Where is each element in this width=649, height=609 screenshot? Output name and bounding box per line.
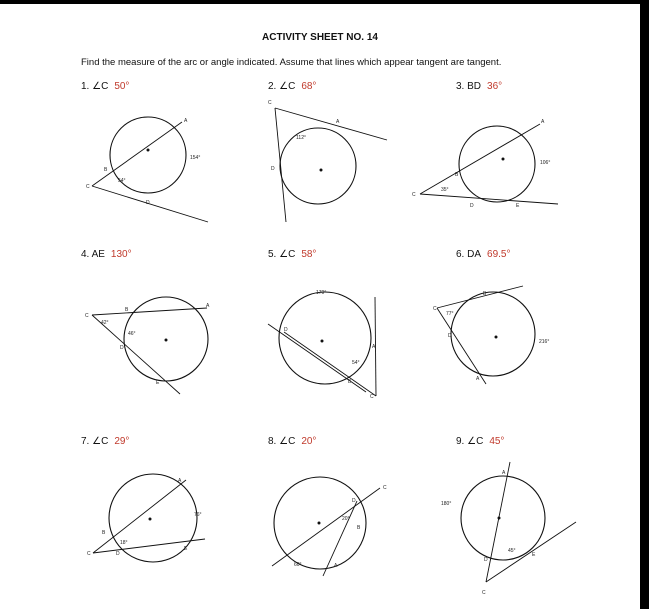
label-A: A	[541, 119, 545, 125]
tangent-line-1	[275, 108, 286, 222]
center-point	[502, 158, 505, 161]
center-point	[149, 518, 152, 521]
figure-9	[441, 462, 576, 596]
label-A: A	[334, 563, 338, 569]
sheet-title: ACTIVITY SHEET NO. 14	[262, 32, 378, 43]
secant-line-2	[420, 194, 558, 204]
label-C: C	[433, 306, 437, 312]
label-C: C	[370, 394, 374, 400]
arc-label: 154°	[190, 155, 201, 161]
figure-4	[85, 297, 210, 394]
center-point	[498, 517, 501, 520]
worksheet-page	[0, 4, 640, 609]
secant-line-2	[93, 539, 205, 553]
angle-label: 54°	[118, 178, 126, 184]
problem-8-question: 8. ∠C	[268, 436, 296, 447]
secant-line-2	[92, 315, 180, 394]
label-C: C	[85, 313, 89, 319]
problem-9-question: 9. ∠C	[456, 436, 484, 447]
label-D: D	[120, 345, 124, 351]
arc1-label: 180°	[441, 501, 452, 507]
problem-2-question: 2. ∠C	[268, 81, 296, 92]
figure-8	[272, 477, 387, 576]
label-A: A	[178, 478, 182, 484]
label-C: C	[482, 590, 486, 596]
problem-4-answer: 130°	[110, 249, 132, 260]
label-D: D	[116, 551, 120, 557]
problem-4-question: 4. AE	[81, 249, 105, 260]
figure-2	[268, 100, 387, 222]
label-E: E	[156, 380, 160, 386]
label-B: B	[357, 525, 361, 531]
angle-label: 42°	[101, 320, 109, 326]
label-D: D	[271, 166, 275, 172]
label-B: B	[125, 307, 129, 313]
label-A: A	[336, 119, 340, 125]
label-D: D	[448, 333, 452, 339]
label-E: E	[516, 203, 520, 209]
tangent-line	[486, 522, 576, 582]
problem-7-question: 7. ∠C	[81, 436, 109, 447]
problem-3-question: 3. BD	[456, 81, 482, 92]
arc2-label: 60°	[294, 562, 302, 568]
label-C: C	[86, 184, 90, 190]
label-C: C	[87, 551, 91, 557]
problem-2-answer: 68°	[301, 81, 317, 92]
angle-label: 54°	[352, 360, 360, 366]
problem-3-answer: 36°	[487, 81, 503, 92]
label-C: C	[268, 100, 272, 106]
problem-6-question: 6. DA	[456, 249, 482, 260]
label-A: A	[372, 344, 376, 350]
angle-label: 77°	[446, 311, 454, 317]
circle	[280, 128, 356, 204]
figure-1	[86, 117, 208, 222]
secant-line	[420, 124, 540, 194]
geometry-figures	[0, 4, 640, 609]
label-B: B	[102, 530, 106, 536]
arc-label: 216°	[539, 339, 550, 345]
arc2-label: 18°	[120, 540, 128, 546]
label-A: A	[502, 470, 506, 476]
tangent-line-2	[275, 108, 387, 140]
label-D: D	[470, 203, 474, 209]
label-B: B	[348, 379, 352, 385]
secant-line	[92, 122, 182, 186]
problem-9-answer: 45°	[489, 436, 505, 447]
arc2-label: 45°	[508, 548, 516, 554]
sheet-instructions: Find the measure of the arc or angle indicated. Assume that lines which appear tangent are tangent.	[81, 57, 502, 68]
label-C: C	[383, 485, 387, 491]
circle	[451, 292, 535, 376]
label-B: B	[104, 167, 108, 173]
secant-line	[284, 332, 376, 396]
problem-1-question: 1. ∠C	[81, 81, 109, 92]
figure-6	[433, 286, 549, 384]
label-E: E	[532, 552, 536, 558]
label-E: E	[184, 546, 188, 552]
problem-1-answer: 50°	[114, 81, 130, 92]
tangent-line-1	[437, 286, 523, 308]
label-C: C	[412, 192, 416, 198]
figure-3	[412, 119, 558, 209]
problem-5-question: 5. ∠C	[268, 249, 296, 260]
problem-7-answer: 29°	[114, 436, 130, 447]
arc1-label: 20°	[342, 516, 350, 522]
center-point	[495, 336, 498, 339]
center-point	[320, 169, 323, 172]
label-B: B	[455, 172, 459, 178]
center-point	[165, 339, 168, 342]
secant-line	[486, 462, 510, 582]
figure-7	[87, 474, 205, 562]
label-D: D	[484, 557, 488, 563]
angle-label: 35°	[441, 187, 449, 193]
secant-line-1	[93, 480, 186, 553]
label-D: D	[146, 200, 150, 206]
center-point	[147, 149, 150, 152]
label-A: A	[184, 118, 188, 124]
arc1-label: 76°	[194, 512, 202, 518]
label-B: B	[483, 291, 487, 297]
arc-label: 106°	[540, 160, 551, 166]
label-A: A	[476, 376, 480, 382]
tangent-line-2	[437, 308, 486, 384]
problem-8-answer: 20°	[301, 436, 317, 447]
label-A: A	[206, 303, 210, 309]
figure-5	[268, 290, 376, 400]
label-D: D	[352, 498, 356, 504]
arc-label: 170°	[316, 290, 327, 296]
circle	[459, 126, 535, 202]
center-point	[318, 522, 321, 525]
circle	[461, 476, 545, 560]
label-D: D	[284, 327, 288, 333]
arc-label: 112°	[296, 135, 306, 141]
tangent-line	[92, 186, 208, 222]
problem-5-answer: 58°	[301, 249, 317, 260]
secant-line-1	[92, 308, 207, 315]
secant-line-1	[272, 488, 380, 566]
center-point	[321, 340, 324, 343]
arc-label: 46°	[128, 331, 136, 337]
problem-6-answer: 69.5°	[487, 249, 511, 260]
